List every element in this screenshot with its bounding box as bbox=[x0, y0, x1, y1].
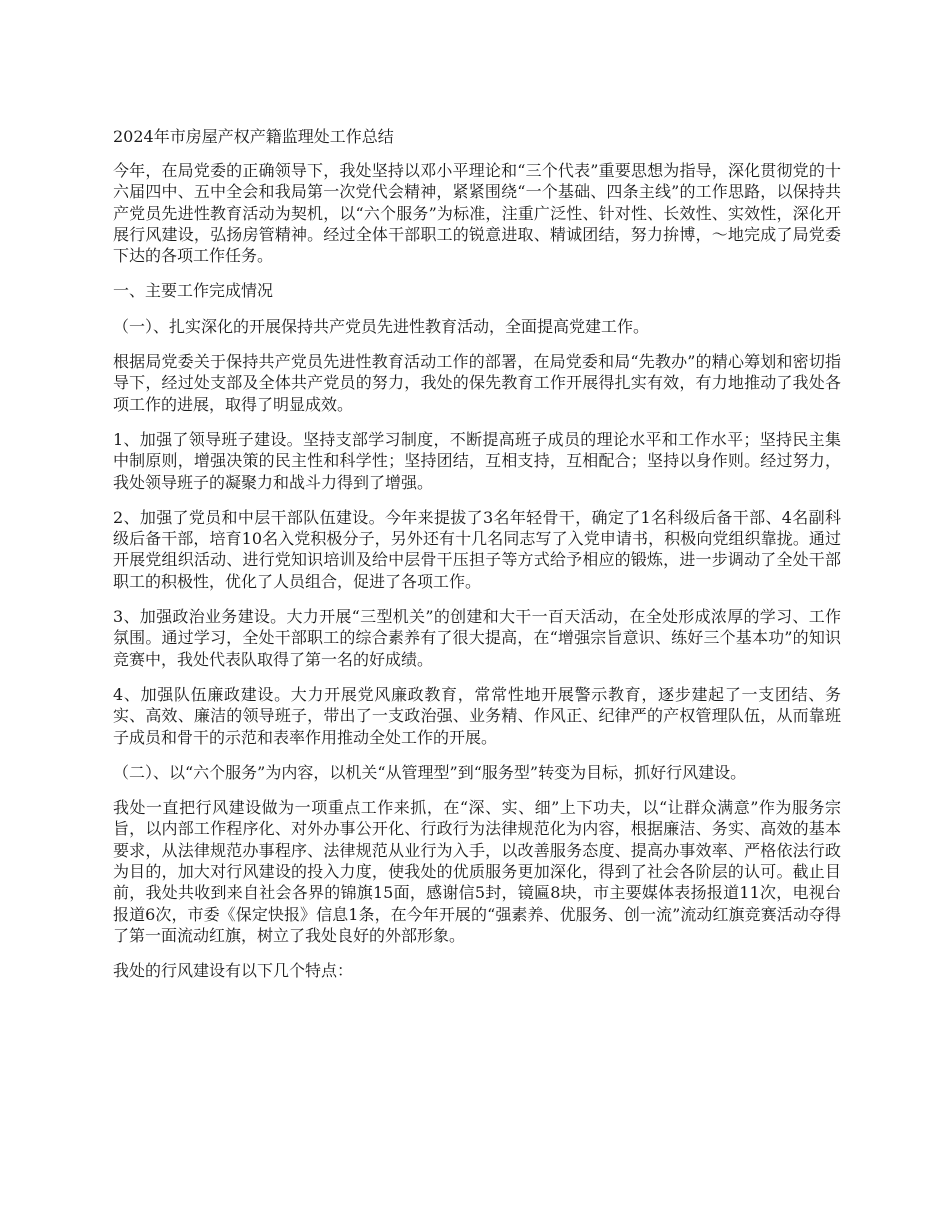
subsection-heading-party-education: （一）、扎实深化的开展保持共产党员先进性教育活动，全面提高党建工作。 bbox=[113, 316, 650, 336]
item-integrity-building: 4、加强队伍廉政建设。大力开展党风廉政教育，常常性地开展警示教育，逐步建起了一支团结、务实、高效、廉洁的领导班子，带出了一支政治强、业务精、作风正、纪律严的产权管理队伍，从而靠班子成员和骨干的示范和表率作用推动全处工作的开展。 bbox=[113, 684, 841, 747]
service-paragraph: 我处一直把行风建设做为一项重点工作来抓，在“深、实、细”上下功夫，以“让群众满意”作为服务宗旨，以内部工作程序化、对外办事公开化、行政行为法律规范化为内容，根据廉洁、务实、高效的基本要求，从法律规范办事程序、法律规范从业行为入手，以改善服务态度、提高办事效率、严格依法行政为目的，加大对行风建设的投入力度，使我处的优质服务更加深化，得到了社会各阶层的认可。截止目前，我处共收到来自社会各界的锦旗15面，感谢信5封，镜匾8块，市主要媒体表扬报道11次，电视台报道6次，市委《保定快报》信息1条，在今年开展的“强素养、优服务、创一流”流动红旗竞赛活动夺得了第一面流动红旗，树立了我处良好的外部形象。 bbox=[113, 798, 841, 945]
item-leadership-building: 1、加强了领导班子建设。坚持支部学习制度，不断提高班子成员的理论水平和工作水平；坚持民主集中制原则，增强决策的民主性和科学性；坚持团结，互相支持，互相配合；坚持以身作则。经过努力，我处领导班子的凝聚力和战斗力得到了增强。 bbox=[113, 429, 841, 492]
party-education-paragraph: 根据局党委关于保持共产党员先进性教育活动工作的部署，在局党委和局“先教办”的精心筹划和密切指导下，经过处支部及全体共产党员的努力，我处的保先教育工作开展得扎实有效，有力地推动了我处各项工作的进展，取得了明显成效。 bbox=[113, 352, 841, 414]
document-body bbox=[113, 126, 841, 996]
intro-paragraph: 今年，在局党委的正确领导下，我处坚持以邓小平理论和“三个代表”重要思想为指导，深化贯彻党的十六届四中、五中全会和我局第一次党代会精神，紧紧围绕“一个基础、四条主线”的工作思路，以保持共产党员先进性教育活动为契机，以“六个服务”为标准，注重广泛性、针对性、长效性、实效性，深化开展行风建设，弘扬房管精神。经过全体干部职工的锐意进取、精诚团结，努力拚博，～地完成了局党委下达的各项工作任务。 bbox=[113, 161, 841, 266]
item-political-building: 3、加强政治业务建设。大力开展“三型机关”的创建和大干一百天活动，在全处形成浓厚的学习、工作氛围。通过学习，全处干部职工的综合素养有了很大提高，在“增强宗旨意识、练好三个基本功”的知识竞赛中，我处代表队取得了第一名的好成绩。 bbox=[113, 607, 841, 669]
features-intro: 我处的行风建设有以下几个特点： bbox=[113, 961, 354, 981]
section-heading-main-work: 一、主要工作完成情况 bbox=[113, 281, 274, 301]
subsection-heading-service: （二）、以“六个服务”为内容，以机关“从管理型”到“服务型”转变为目标，抓好行风建设。 bbox=[113, 762, 747, 782]
item-cadre-building: 2、加强了党员和中层干部队伍建设。今年来提拔了3名年轻骨干，确定了1名科级后备干部、4名副科级后备干部，培育10名入党积极分子，另外还有十几名同志写了入党申请书，积极向党组织靠拢。通过开展党组织活动、进行党知识培训及给中层骨干压担子等方式给予相应的锻炼，进一步调动了全处干部职工的积极性，优化了人员组合，促进了各项工作。 bbox=[113, 507, 841, 591]
document-title: 2024年市房屋产权产籍监理处工作总结 bbox=[113, 127, 394, 146]
